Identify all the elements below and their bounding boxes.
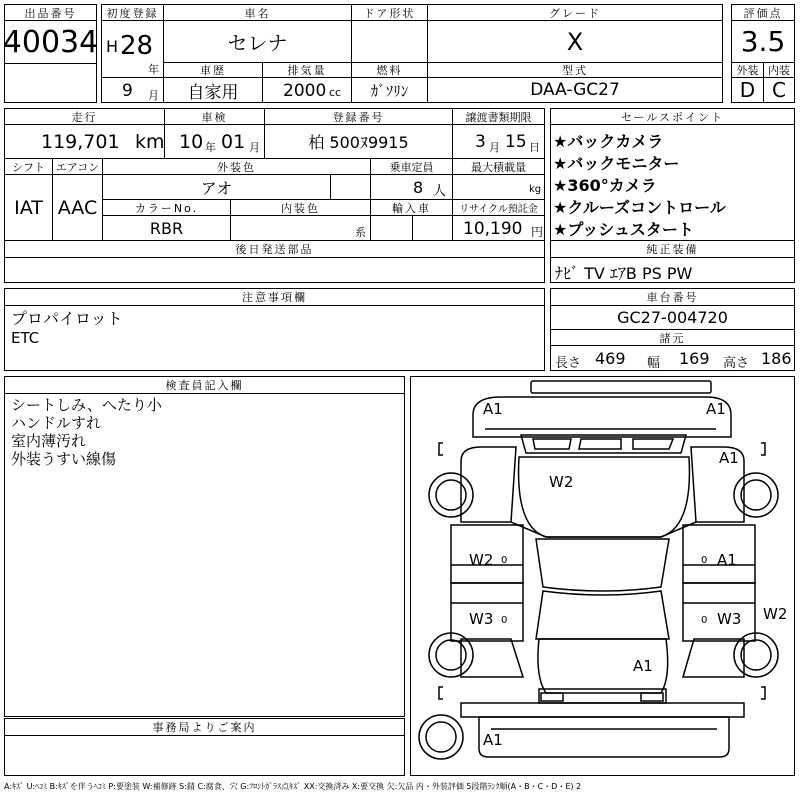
grade-label: グレード bbox=[427, 4, 723, 21]
load-box bbox=[452, 174, 545, 200]
int-grade-label: 内装 bbox=[763, 62, 795, 78]
recycle: 10,190 bbox=[463, 219, 523, 239]
later-parts-label: 後日発送部品 bbox=[4, 240, 545, 258]
svg-text:0: 0 bbox=[701, 615, 708, 626]
office-box bbox=[4, 735, 405, 776]
transfer-label: 譲渡書類期限 bbox=[452, 108, 545, 125]
dims-label: 諸元 bbox=[550, 329, 795, 346]
history: 自家用 bbox=[163, 77, 263, 103]
int-color-label: 内装色 bbox=[230, 199, 371, 216]
chassis-label: 車台番号 bbox=[550, 288, 795, 306]
plate-label: 登録番号 bbox=[264, 108, 453, 125]
recycle-label: リサイクル預託金 bbox=[452, 199, 545, 216]
selling-point: ★プッシュスタート bbox=[553, 220, 694, 239]
aircon-label: エアコン bbox=[52, 158, 103, 175]
insp-year: 10 bbox=[179, 131, 204, 153]
notes-box bbox=[4, 305, 545, 371]
inspector-label: 検査員記入欄 bbox=[4, 376, 405, 394]
mileage-box bbox=[4, 124, 165, 159]
dims-box bbox=[550, 345, 795, 371]
equipment-box bbox=[550, 257, 795, 283]
recycle-box bbox=[452, 215, 545, 241]
selling-points-label: セールスポイント bbox=[550, 108, 795, 125]
damage-mark: A1 bbox=[717, 551, 737, 569]
plate: 柏 500ﾇ9915 bbox=[264, 124, 453, 159]
transfer-day-unit: 日 bbox=[529, 141, 540, 154]
inspection-label: 車検 bbox=[164, 108, 265, 125]
inspector-line: シートしみ、へたり小 bbox=[11, 396, 162, 414]
notes-label: 注意事項欄 bbox=[4, 288, 545, 306]
reg-year: 28 bbox=[120, 31, 154, 61]
model-label: 型式 bbox=[427, 62, 723, 78]
lot-number: 40034 bbox=[4, 20, 97, 64]
damage-mark: A1 bbox=[633, 657, 653, 675]
grade: X bbox=[427, 20, 723, 63]
capacity-unit: 人 bbox=[433, 184, 447, 199]
color-no: RBR bbox=[102, 215, 231, 241]
mileage: 119,701 bbox=[41, 131, 120, 153]
capacity-label: 乗車定員 bbox=[370, 158, 453, 175]
damage-mark: W3 bbox=[469, 610, 494, 628]
transfer-day: 15 bbox=[505, 132, 527, 152]
displacement: 2000 bbox=[283, 81, 327, 101]
inspector-line: ハンドルすれ bbox=[11, 414, 102, 432]
damage-mark: W3 bbox=[717, 610, 742, 628]
svg-text:0: 0 bbox=[501, 555, 508, 566]
length-label: 長さ bbox=[555, 356, 582, 371]
selling-point: ★バックカメラ bbox=[553, 132, 664, 151]
svg-text:0: 0 bbox=[701, 555, 708, 566]
lot-blank bbox=[4, 63, 97, 103]
insp-year-unit: 年 bbox=[205, 141, 216, 154]
height-label: 高さ bbox=[723, 356, 750, 371]
selling-point: ★バックモニター bbox=[553, 154, 680, 173]
damage-diagram-frame bbox=[410, 376, 795, 776]
mileage-label: 走行 bbox=[4, 108, 165, 125]
width: 169 bbox=[679, 349, 710, 368]
color-sub bbox=[330, 174, 371, 200]
era: H bbox=[106, 37, 119, 56]
damage-mark: A1 bbox=[719, 449, 739, 467]
displacement-label: 排気量 bbox=[262, 62, 352, 78]
first-reg-label: 初度登録 bbox=[101, 4, 164, 21]
ext-grade-label: 外装 bbox=[731, 62, 764, 78]
reg-month: 9 bbox=[122, 81, 133, 101]
model: DAA-GC27 bbox=[427, 77, 723, 103]
damage-mark: A1 bbox=[483, 400, 503, 418]
door-label: ドア形状 bbox=[351, 4, 428, 21]
selling-point: ★360°カメラ bbox=[553, 176, 657, 195]
import-box-2 bbox=[412, 215, 453, 241]
first-reg-year-box bbox=[101, 20, 164, 78]
later-parts-box bbox=[4, 257, 545, 283]
int-grade: C bbox=[763, 77, 795, 103]
door-value bbox=[351, 20, 428, 63]
damage-mark: A1 bbox=[706, 400, 726, 418]
first-reg-month-box bbox=[101, 77, 164, 103]
width-label: 幅 bbox=[647, 356, 661, 371]
lot-label: 出品番号 bbox=[4, 4, 97, 21]
color: アオ bbox=[102, 174, 331, 200]
selling-point: ★クルーズコントロール bbox=[553, 198, 726, 217]
year-unit: 年 bbox=[148, 63, 159, 76]
car-diagram bbox=[411, 377, 794, 775]
shift: IAT bbox=[4, 174, 53, 241]
length: 469 bbox=[595, 349, 626, 368]
note-line: ETC bbox=[11, 329, 40, 347]
transfer-month: 3 bbox=[475, 132, 486, 152]
inspector-line: 室内薄汚れ bbox=[11, 432, 87, 450]
insp-month-unit: 月 bbox=[249, 141, 260, 154]
color-label: 外装色 bbox=[102, 158, 371, 175]
history-label: 車歴 bbox=[163, 62, 263, 78]
inspection-box bbox=[164, 124, 265, 159]
displacement-unit: cc bbox=[329, 86, 342, 99]
inspector-line: 外装うすい線傷 bbox=[11, 450, 117, 468]
damage-mark: A1 bbox=[483, 731, 503, 749]
ext-grade: D bbox=[731, 77, 764, 103]
office-label: 事務局よりご案内 bbox=[4, 718, 405, 736]
transfer-month-unit: 月 bbox=[489, 141, 500, 154]
chassis-number: GC27-004720 bbox=[550, 305, 795, 330]
load-unit: kg bbox=[529, 184, 542, 195]
score: 3.5 bbox=[731, 20, 795, 63]
int-color-unit: 系 bbox=[355, 226, 366, 239]
inspector-box bbox=[4, 393, 405, 717]
fuel: ｶﾞｿﾘﾝ bbox=[351, 77, 428, 103]
car-name-label: 車名 bbox=[163, 4, 352, 21]
equipment-label: 純正装備 bbox=[550, 240, 795, 258]
svg-text:0: 0 bbox=[501, 615, 508, 626]
aircon: AAC bbox=[52, 174, 103, 241]
recycle-unit: 円 bbox=[531, 225, 544, 239]
damage-mark: W2 bbox=[763, 605, 788, 623]
height: 186 bbox=[761, 349, 792, 368]
fuel-label: 燃料 bbox=[351, 62, 428, 78]
load-label: 最大積載量 bbox=[452, 158, 545, 175]
capacity: 8 bbox=[413, 178, 424, 197]
mileage-unit: km bbox=[135, 131, 165, 153]
color-no-label: カラーNo. bbox=[102, 199, 231, 216]
car-name: セレナ bbox=[163, 20, 352, 63]
selling-points-box bbox=[550, 124, 795, 241]
shift-label: シフト bbox=[4, 158, 53, 175]
equipment: ﾅﾋﾞ TV ｴｱB PS PW bbox=[555, 264, 693, 283]
capacity-box bbox=[370, 174, 453, 200]
displacement-box bbox=[262, 77, 352, 103]
note-line: プロパイロット bbox=[11, 309, 123, 328]
import-box-1 bbox=[370, 215, 413, 241]
damage-mark: W2 bbox=[549, 473, 574, 491]
int-color-box bbox=[230, 215, 371, 241]
transfer-box bbox=[452, 124, 545, 159]
insp-month: 01 bbox=[221, 131, 246, 153]
month-unit: 月 bbox=[148, 89, 159, 102]
import-label: 輸入車 bbox=[370, 199, 453, 216]
score-label: 評価点 bbox=[731, 4, 795, 21]
legend: A:ｷｽﾞ U:ﾍｺﾐ B:ｷｽﾞを伴うﾍｺﾐ P:要塗装 W:補修跡 S:錆 C:腐食、穴 G:ﾌﾛﾝﾄｶﾞﾗｽ点ｷｽﾞ XX:交換済み X:要交換 欠:欠品 内・外装評価 5段階ﾗﾝｸ順(A・B・C・D・E) 2 bbox=[4, 782, 582, 791]
damage-mark: W2 bbox=[469, 551, 494, 569]
